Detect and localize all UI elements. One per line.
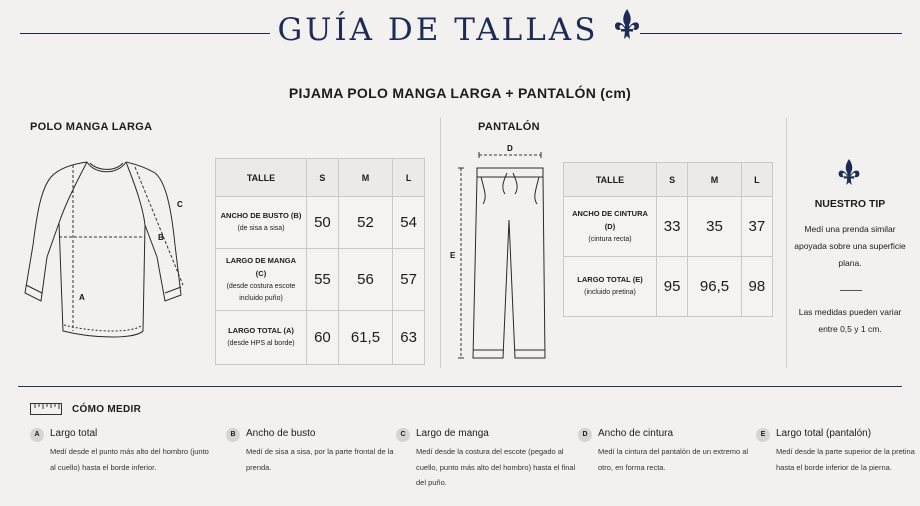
cell-s: 55 (307, 249, 339, 311)
polo-size-table (215, 158, 425, 365)
step-title: Largo total (50, 428, 98, 439)
pants-diagram (445, 140, 565, 365)
how-to-title: CÓMO MEDIR (72, 404, 142, 415)
step-title: Ancho de busto (246, 428, 316, 439)
step-description: Medí de sisa a sisa, por la parte frontal de la prenda. (246, 447, 394, 472)
pants-section-title: PANTALÓN (478, 121, 540, 133)
table-row (564, 257, 773, 317)
badge-e: E (756, 428, 770, 442)
page-subtitle: PIJAMA POLO MANGA LARGA + PANTALÓN (cm) (288, 85, 632, 101)
divider-right (786, 118, 787, 368)
badge-a: A (30, 428, 44, 442)
cell-l: 57 (393, 249, 425, 311)
table-row (216, 197, 425, 249)
polo-header-m: M (338, 159, 392, 197)
cell-s: 33 (657, 197, 688, 257)
tip-text-1: Medí una prenda similar apoyada sobre una superficie plana. (794, 224, 906, 268)
pants-header-s: S (657, 163, 688, 197)
row-sublabel: (incluido pretina) (584, 289, 636, 296)
step-description: Medí desde la costura del escote (pegado al cuello, punto más alto del hombro) hasta el final del puño. (416, 447, 576, 487)
page-title (0, 12, 920, 49)
tip-title: NUESTRO TIP (814, 198, 886, 210)
divider-left (440, 118, 441, 368)
tip-text-2: Las medidas pueden variar entre 0,5 y 1 cm. (798, 307, 902, 334)
row-sublabel: (desde costura escote incluido puño) (226, 282, 296, 302)
row-sublabel: (de sisa a sisa) (237, 225, 285, 232)
polo-header-talle: TALLE (216, 159, 307, 197)
bottom-rule (18, 386, 902, 387)
ruler-icon (30, 402, 62, 420)
row-sublabel: (desde HPS al borde) (227, 340, 295, 347)
pants-header-l: L (741, 163, 772, 197)
polo-label-a: A (79, 293, 85, 302)
row-sublabel: (cintura recta) (588, 235, 632, 243)
cell-m: 96,5 (688, 257, 741, 317)
cell-s: 95 (657, 257, 688, 317)
cell-m: 56 (338, 249, 392, 311)
badge-c: C (396, 428, 410, 442)
table-row (216, 249, 425, 311)
badge-b: B (226, 428, 240, 442)
polo-label-b: B (158, 233, 164, 242)
polo-diagram (15, 145, 215, 345)
pants-header-m: M (688, 163, 741, 197)
cell-m: 61,5 (338, 311, 392, 365)
polo-header-l: L (393, 159, 425, 197)
polo-label-c: C (177, 200, 183, 209)
step-description: Medí desde el punto más alto del hombro (junto al cuello) hasta el borde inferior. (50, 447, 209, 472)
cell-s: 50 (307, 197, 339, 249)
step-title: Largo total (pantalón) (776, 428, 872, 439)
badge-d: D (578, 428, 592, 442)
fleur-de-lis-icon (612, 7, 642, 49)
table-row (216, 311, 425, 365)
cell-l: 63 (393, 311, 425, 365)
pants-label-d: D (507, 144, 513, 153)
step-title: Largo de manga (416, 428, 489, 439)
row-label: LARGO TOTAL (E) (577, 275, 643, 284)
page-title-text: GUÍA DE TALLAS (277, 12, 599, 48)
cell-s: 60 (307, 311, 339, 365)
pants-header-talle: TALLE (564, 163, 657, 197)
cell-l: 98 (741, 257, 772, 317)
row-label: LARGO TOTAL (A) (228, 326, 294, 335)
table-row (564, 197, 773, 257)
row-label: LARGO DE MANGA (C) (226, 255, 296, 278)
step-title: Ancho de cintura (598, 428, 674, 439)
row-label: ANCHO DE BUSTO (B) (220, 211, 302, 220)
step-description: Medí desde la parte superior de la pretina hasta el borde inferior de la pierna. (776, 447, 915, 472)
pants-size-table (563, 162, 773, 317)
row-label: ANCHO DE CINTURA (D) (572, 208, 648, 231)
cell-l: 54 (393, 197, 425, 249)
polo-header-s: S (307, 159, 339, 197)
pants-label-e: E (450, 251, 456, 260)
step-description: Medí la cintura del pantalón de un extremo al otro, en forma recta. (598, 447, 749, 472)
cell-m: 52 (338, 197, 392, 249)
tip-divider (840, 290, 862, 291)
cell-m: 35 (688, 197, 741, 257)
tip-fleur-icon (836, 156, 862, 193)
cell-l: 37 (741, 197, 772, 257)
polo-section-title: POLO MANGA LARGA (30, 121, 153, 133)
